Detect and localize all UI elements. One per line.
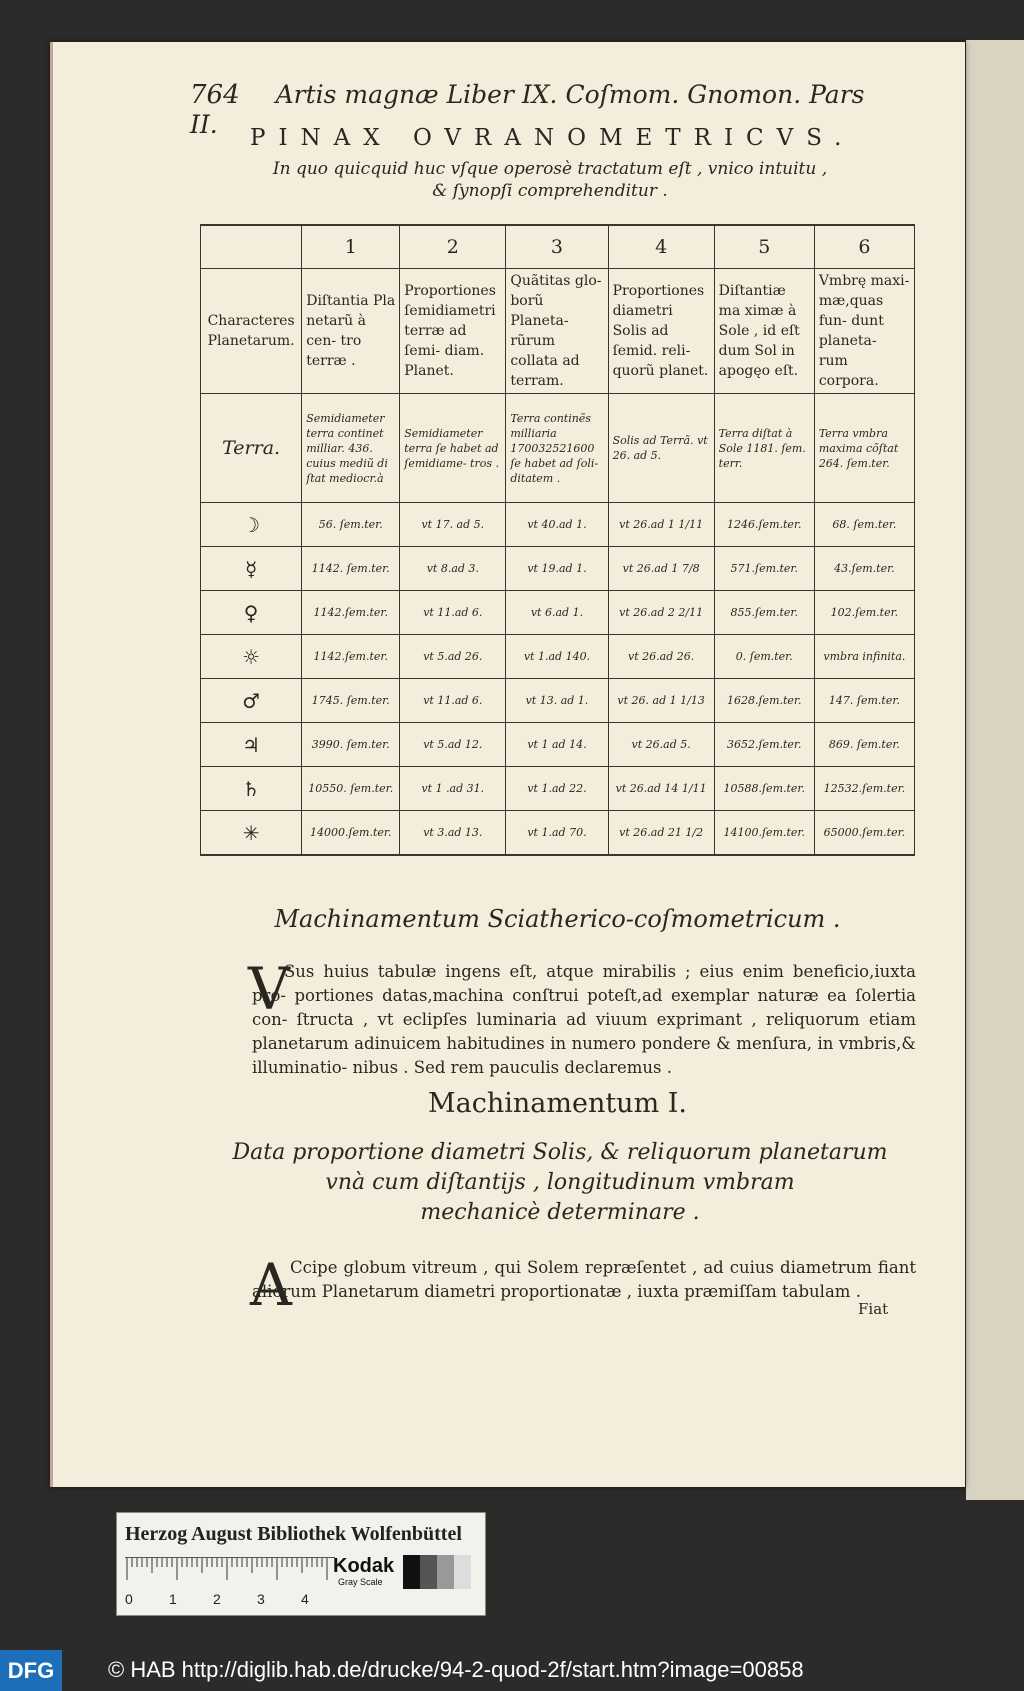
table-cell: vt 1.ad 70.	[506, 811, 608, 856]
table-cell: vt 1.ad 140.	[506, 635, 608, 679]
swatch	[454, 1555, 471, 1589]
table-cell: vt 8.ad 3.	[400, 547, 506, 591]
table-cell: vt 26.ad 14 1/11	[608, 767, 714, 811]
table-cell: vt 26.ad 5.	[608, 723, 714, 767]
ruler-label: 0	[125, 1591, 133, 1607]
table-cell: vt 26.ad 1 7/8	[608, 547, 714, 591]
planet-symbol: ♂	[201, 679, 302, 723]
planet-symbol: ☼	[201, 635, 302, 679]
table-cell: vt 26. ad 1 1/13	[608, 679, 714, 723]
drop-cap: V	[248, 955, 290, 1023]
table-cell: 43.ſem.ter.	[814, 547, 914, 591]
table-row	[201, 679, 915, 723]
table-header: Proportiones diametri Solis ad ſemid. reli- quorũ planet.	[608, 269, 714, 394]
table-cell: 12532.ſem.ter.	[814, 767, 914, 811]
table-cell: 10588.ſem.ter.	[714, 767, 814, 811]
table-cell: vt 5.ad 26.	[400, 635, 506, 679]
machine-heading: Machinamentum I.	[427, 1088, 688, 1119]
table-cell: Solis ad Terrã. vt 26. ad 5.	[608, 394, 714, 503]
table-cell: 14100.ſem.ter.	[714, 811, 814, 856]
ruler-label: 4	[301, 1591, 309, 1607]
ruler-label: 3	[257, 1591, 265, 1607]
drop-cap: A	[250, 1251, 292, 1319]
table-cell: vt 17. ad 5.	[400, 503, 506, 547]
table-cell: vt 1 ad 14.	[506, 723, 608, 767]
table-row-terra	[201, 394, 915, 503]
table-cell: vt 26.ad 21 1/2	[608, 811, 714, 856]
intro-text	[240, 158, 860, 202]
table-row	[201, 723, 915, 767]
gray-scale-label: Gray Scale	[338, 1577, 383, 1587]
proposition	[230, 1138, 890, 1228]
table-cell: vt 11.ad 6.	[400, 591, 506, 635]
planet-symbol: ♃	[201, 723, 302, 767]
proposition-line: vnà cum diſtantijs , longitudinum vmbram	[325, 1170, 795, 1195]
table-cell: 1142.ſem.ter.	[302, 635, 400, 679]
catchword: Fiat	[858, 1300, 889, 1318]
paragraph-1: Sus huius tabulæ ingens eſt, atque mirabilis ; eius enim beneficio,iuxta pro- portiones datas,machina conſtrui poteſt,ad exemplar naturæ ea ſolertia con- ſtructa , vt eclipſes luminaria ad viuum exprimant , reliquorum etiam planetarum adinuicem habitudines in numero pondere & menſura, in vmbris,& illuminatio- nibus . Sed rem pauculis declaremus .	[252, 962, 916, 1077]
planet-rows	[201, 503, 915, 856]
table-number-row	[201, 225, 915, 269]
ruler-label: 1	[169, 1591, 177, 1607]
table-cell: 1142.ſem.ter.	[302, 591, 400, 635]
table-cell: 869. ſem.ter.	[814, 723, 914, 767]
table-header: Diſtantiæ ma ximæ à Sole , id eſt dum Sol in apogęo eſt.	[714, 269, 814, 394]
footer-copyright-link[interactable]: © HAB http://diglib.hab.de/drucke/94-2-quod-2f/start.htm?image=00858	[108, 1657, 804, 1682]
table-cell: vt 5.ad 12.	[400, 723, 506, 767]
table-cell: 3990. ſem.ter.	[302, 723, 400, 767]
swatch	[420, 1555, 437, 1589]
table-cell: 3652.ſem.ter.	[714, 723, 814, 767]
table-header-row	[201, 269, 915, 394]
table-cell: vt 1 .ad 31.	[400, 767, 506, 811]
proposition-line: Data proportione diametri Solis, & reliquorum planetarum	[232, 1140, 888, 1165]
table-cell: Terra vmbra maxima cõſtat 264. ſem.ter.	[814, 394, 914, 503]
table-header: Diſtantia Pla netarũ à cen- tro terræ .	[302, 269, 400, 394]
ruler	[125, 1557, 335, 1588]
facing-page-edge	[966, 40, 1024, 1500]
table-cell: Semidiameter terra continet milliar. 436. cuius mediũ di ſtat mediocr.à	[302, 394, 400, 503]
table-header: Proportiones ſemidiametri terræ ad ſemi- diam. Planet.	[400, 269, 506, 394]
table-cell: Semidiameter terra ſe habet ad ſemidiame- tros .	[400, 394, 506, 503]
table-cell: Terra continẽs milliaria 170032521600 ſe habet ad ſoli- ditatem .	[506, 394, 608, 503]
table-row	[201, 591, 915, 635]
table-cell	[201, 225, 302, 269]
table-cell: vt 26.ad 26.	[608, 635, 714, 679]
library-name: Herzog August Bibliothek Wolfenbüttel	[125, 1523, 462, 1545]
planet-symbol: ☿	[201, 547, 302, 591]
ouranometric-table	[200, 224, 915, 856]
table-cell: vt 26.ad 2 2/11	[608, 591, 714, 635]
table-row	[201, 547, 915, 591]
table-row	[201, 503, 915, 547]
proposition-line: mechanicè determinare .	[420, 1200, 700, 1225]
table-cell: 0. ſem.ter.	[714, 635, 814, 679]
table-row	[201, 811, 915, 856]
table-cell: 56. ſem.ter.	[302, 503, 400, 547]
table-header: Vmbrę maxi- mæ,quas fun- dunt planeta- rum corpora.	[814, 269, 914, 394]
kodak-logo: Kodak	[333, 1555, 395, 1577]
table-cell: Terra.	[201, 394, 302, 503]
planet-symbol: ♄	[201, 767, 302, 811]
table-cell: vt 1.ad 22.	[506, 767, 608, 811]
table-cell: 147. ſem.ter.	[814, 679, 914, 723]
table-cell: 1246.ſem.ter.	[714, 503, 814, 547]
ruler-label: 2	[213, 1591, 221, 1607]
planet-symbol: ✳	[201, 811, 302, 856]
intro-line: In quo quicquid huc vſque operosè tractatum eſt , vnico intuitu ,	[272, 159, 828, 179]
table-cell: 2	[400, 225, 506, 269]
table-cell: vt 11.ad 6.	[400, 679, 506, 723]
table-cell: 1142. ſem.ter.	[302, 547, 400, 591]
table-cell: vt 19.ad 1.	[506, 547, 608, 591]
page-number: 764	[190, 80, 240, 110]
swatch	[403, 1555, 420, 1589]
table-cell: vt 6.ad 1.	[506, 591, 608, 635]
paragraph-2: Ccipe globum vitreum , qui Solem repræſentet , ad cuius diametrum fiant aliorum Planetarum diametri proportionatæ , iuxta præmiſſam tabulam .	[252, 1258, 916, 1301]
table-header: Characteres Planetarum.	[201, 269, 302, 394]
table-row	[201, 635, 915, 679]
table-cell: 68. ſem.ter.	[814, 503, 914, 547]
page-title: PINAX OVRANOMETRICVS.	[250, 125, 855, 151]
dfg-logo: DFG	[0, 1650, 62, 1691]
table-cell: Terra diſtat à Sole 1181. ſem. terr.	[714, 394, 814, 503]
table-cell: 855.ſem.ter.	[714, 591, 814, 635]
table-cell: vt 13. ad 1.	[506, 679, 608, 723]
table-cell: 102.ſem.ter.	[814, 591, 914, 635]
intro-line: & ſynopſi comprehenditur .	[432, 181, 668, 201]
table-header: Quãtitas glo- borũ Planeta- rũrum collata ad terram.	[506, 269, 608, 394]
table-cell: vt 3.ad 13.	[400, 811, 506, 856]
running-title: Artis magnæ Liber IX. Coſmom. Gnomon. Pars II.	[190, 80, 865, 139]
table-cell: 1	[302, 225, 400, 269]
section-title: Machinamentum Sciatherico-coſmometricum .	[274, 905, 841, 933]
planet-symbol: ☽	[201, 503, 302, 547]
table-cell: 1745. ſem.ter.	[302, 679, 400, 723]
table-cell: 65000.ſem.ter.	[814, 811, 914, 856]
table-row	[201, 767, 915, 811]
table-cell: 1628.ſem.ter.	[714, 679, 814, 723]
table-cell: 3	[506, 225, 608, 269]
table-cell: 10550. ſem.ter.	[302, 767, 400, 811]
table-cell: vmbra infinita.	[814, 635, 914, 679]
table-cell: 14000.ſem.ter.	[302, 811, 400, 856]
table-cell: 4	[608, 225, 714, 269]
color-calibration-card	[116, 1512, 486, 1616]
table-cell: 571.ſem.ter.	[714, 547, 814, 591]
table-cell: 6	[814, 225, 914, 269]
table-cell: vt 40.ad 1.	[506, 503, 608, 547]
table-cell: 5	[714, 225, 814, 269]
gray-swatches	[403, 1555, 471, 1589]
planet-symbol: ♀	[201, 591, 302, 635]
swatch	[437, 1555, 454, 1589]
table-cell: vt 26.ad 1 1/11	[608, 503, 714, 547]
